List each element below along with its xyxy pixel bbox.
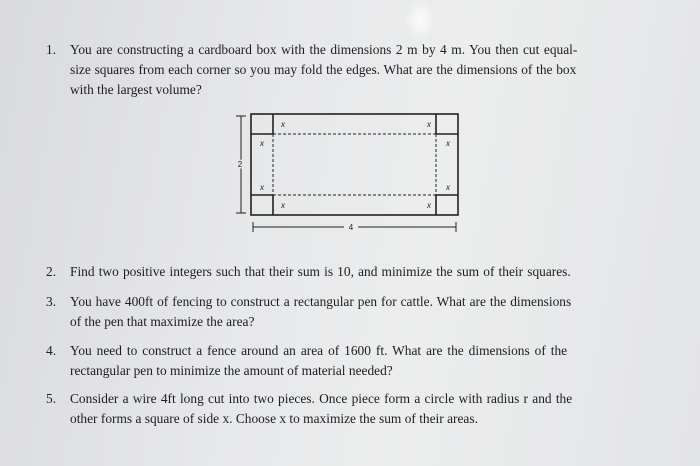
- corner-square-top-right: [436, 114, 458, 134]
- problem-line: You need to construct a fence around an area of 1600 ft. What are the dimensions of the: [70, 343, 568, 358]
- problem-line: Find two positive integers such that their sum is 10, and minimize the sum of their squares.: [70, 264, 571, 279]
- height-label: 2: [237, 160, 243, 169]
- label-x: x: [260, 139, 264, 148]
- width-label: 4: [348, 223, 354, 232]
- label-x: x: [281, 120, 285, 129]
- problem-line: You are constructing a cardboard box with the dimensions 2 m by 4 m. You then cut equal-: [70, 42, 578, 57]
- label-x: x: [446, 183, 450, 192]
- label-x: x: [260, 183, 264, 192]
- corner-square-bottom-left: [251, 195, 273, 215]
- problem-number: 3.: [46, 294, 57, 309]
- problem-text: [70, 262, 662, 282]
- cardboard-outline: [251, 114, 458, 215]
- problem-line: size squares from each corner so you may fold the edges. What are the dimensions of the box: [70, 62, 577, 77]
- problem-line: Consider a wire 4ft long cut into two pieces. Once piece form a circle with radius r and the: [70, 391, 573, 406]
- problem-line: of the pen that maximize the area?: [70, 314, 255, 329]
- problem-line: rectangular pen to minimize the amount of material needed?: [70, 363, 393, 378]
- problem-number: 2.: [46, 264, 57, 279]
- problem-number: 4.: [46, 343, 57, 358]
- problem-text: [70, 341, 662, 381]
- label-x: x: [427, 201, 431, 210]
- problem-line: You have 400ft of fencing to construct a rectangular pen for cattle. What are the dimensions: [70, 294, 572, 309]
- problem-number: 5.: [46, 391, 57, 406]
- label-x: x: [427, 120, 431, 129]
- label-x: x: [281, 201, 285, 210]
- problem-text: [70, 389, 662, 429]
- problem-line: other forms a square of side x. Choose x to maximize the sum of their areas.: [70, 411, 478, 426]
- corner-square-top-left: [251, 114, 273, 134]
- problem-number: 1.: [46, 42, 57, 57]
- problem-text: [70, 292, 662, 332]
- problem-line: with the largest volume?: [70, 82, 202, 97]
- label-x: x: [446, 139, 450, 148]
- corner-square-bottom-right: [436, 195, 458, 215]
